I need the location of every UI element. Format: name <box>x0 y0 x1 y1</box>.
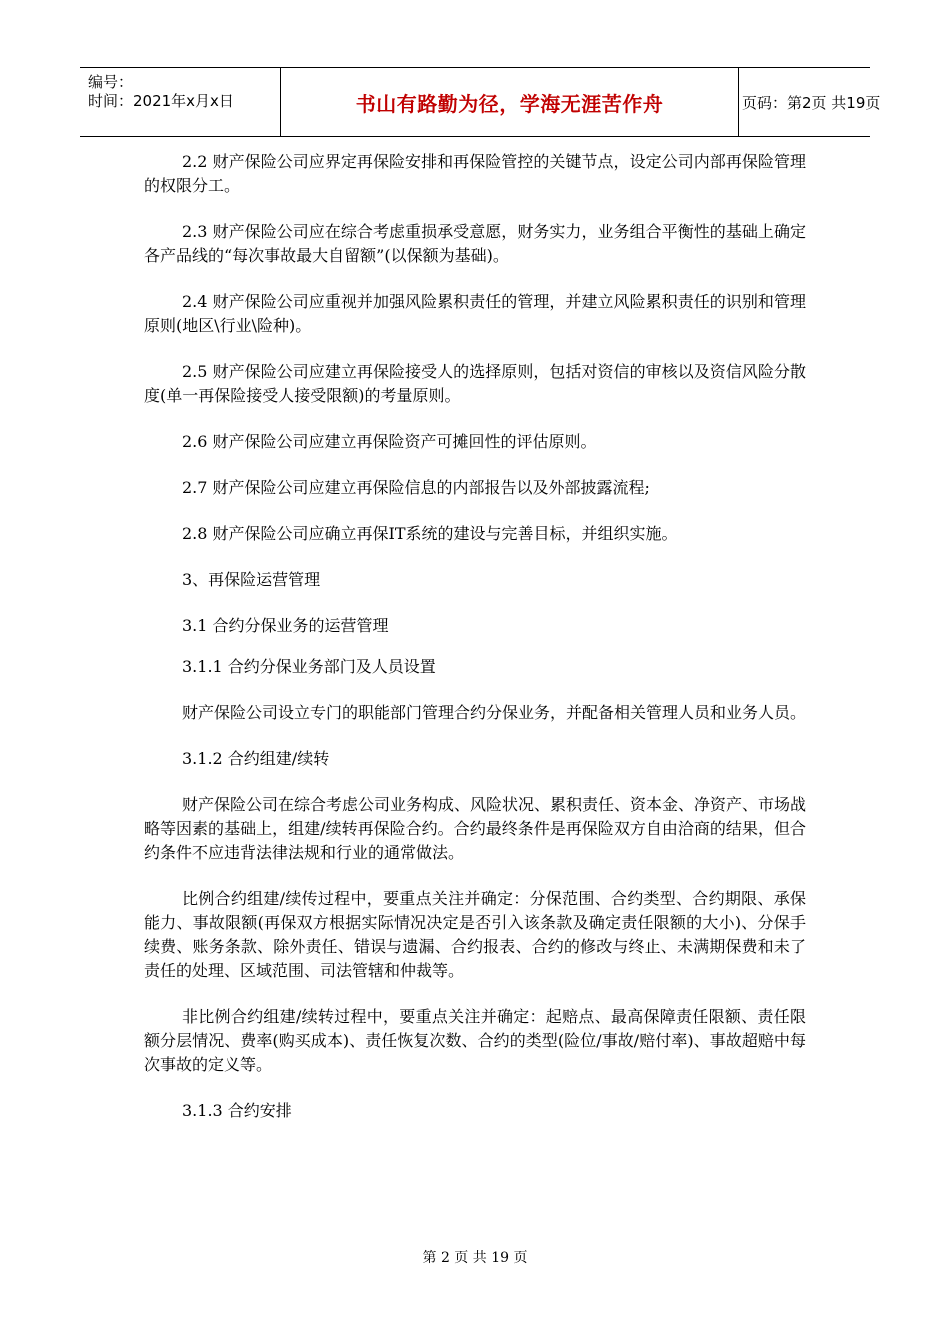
paragraph-2-7: 2.7 财产保险公司应建立再保险信息的内部报告以及外部披露流程; <box>182 478 650 497</box>
header-page-cell <box>738 68 881 136</box>
paragraph-3-1-1-body: 财产保险公司设立专门的职能部门管理合约分保业务，并配备相关管理人员和业务人员。 <box>182 703 807 722</box>
paragraph-2-2: 2.2 财产保险公司应界定再保险安排和再保险管控的关键节点，设定公司内部再保险管理的权限分工。 <box>144 152 806 195</box>
section-heading-3-1-3: 3.1.3 合约安排 <box>182 1101 292 1120</box>
header-motto-cell <box>280 68 739 136</box>
paragraph-non-proportional-treaty: 非比例合约组建/续转过程中，要重点关注并确定：起赔点、最高保障责任限额、责任限额分层情况、费率(购买成本)、责任恢复次数、合约的类型(险位/事故/赔付率)、事故超赔中每次事故的定义等。 <box>144 1007 806 1074</box>
document-number-label: 编号： <box>88 73 134 91</box>
page-footer: 第 2 页 共 19 页 <box>422 1250 528 1266</box>
document-date-label: 时间：2021年x月x日 <box>88 92 234 110</box>
paragraph-2-5: 2.5 财产保险公司应建立再保险接受人的选择原则，包括对资信的审核以及资信风险分散度(单一再保险接受人接受限额)的考量原则。 <box>144 362 806 405</box>
section-heading-3: 3、再保险运营管理 <box>182 570 321 589</box>
paragraph-proportional-treaty: 比例合约组建/续传过程中，要重点关注并确定：分保范围、合约类型、合约期限、承保能力、事故限额(再保双方根据实际情况决定是否引入该条款及确定责任限额的大小)、分保手续费、账务条款、除外责任、错误与遗漏、合约报表、合约的修改与终止、未满期保费和未了责任的处理、区域范围、司法管辖和仲裁等。 <box>144 889 806 980</box>
section-heading-3-1: 3.1 合约分保业务的运营管理 <box>182 616 389 635</box>
paragraph-2-3: 2.3 财产保险公司应在综合考虑重损承受意愿，财务实力，业务组合平衡性的基础上确定各产品线的“每次事故最大自留额”(以保额为基础)。 <box>144 222 806 265</box>
section-heading-3-1-2: 3.1.2 合约组建/续转 <box>182 749 330 768</box>
paragraph-2-6: 2.6 财产保险公司应建立再保险资产可摊回性的评估原则。 <box>182 432 597 451</box>
document-body <box>144 150 806 1145</box>
section-heading-3-1-1: 3.1.1 合约分保业务部门及人员设置 <box>182 657 436 676</box>
header-meta-cell <box>80 68 280 136</box>
paragraph-3-1-2-body: 财产保险公司在综合考虑公司业务构成、风险状况、累积责任、资本金、净资产、市场战略等因素的基础上，组建/续转再保险合约。合约最终条件是再保险双方自由洽商的结果，但合约条件不应违背法律法规和行业的通常做法。 <box>144 795 807 862</box>
paragraph-2-8: 2.8 财产保险公司应确立再保IT系统的建设与完善目标，并组织实施。 <box>182 524 678 543</box>
header-page-number: 页码：第2页 共19页 <box>742 93 881 112</box>
header-motto: 书山有路勤为径，学海无涯苦作舟 <box>355 91 664 116</box>
page-header <box>80 67 881 137</box>
paragraph-2-4: 2.4 财产保险公司应重视并加强风险累积责任的管理，并建立风险累积责任的识别和管理原则(地区\行业\险种)。 <box>144 292 806 335</box>
